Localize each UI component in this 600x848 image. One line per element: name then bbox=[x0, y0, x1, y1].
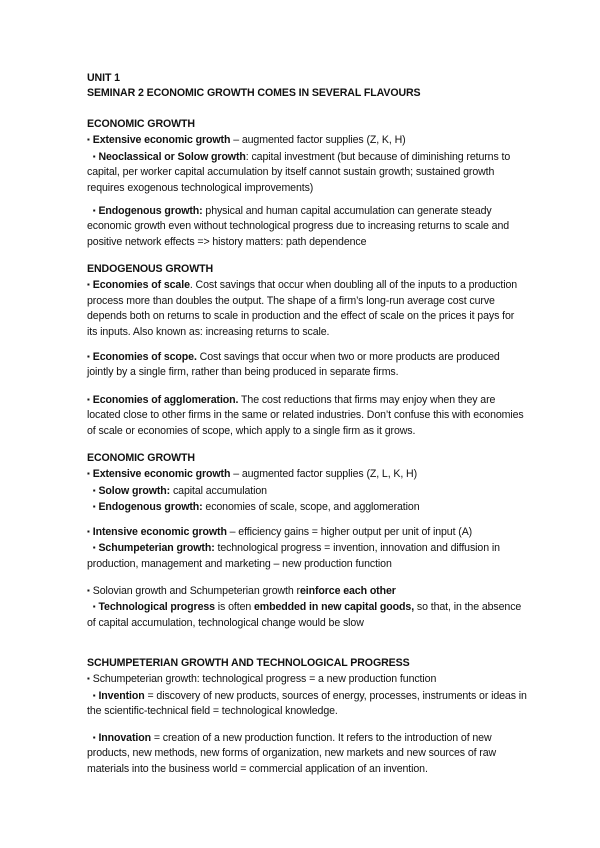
definition: – augmented factor supplies (Z, K, H) bbox=[230, 134, 406, 147]
text: Solovian growth and Schumpeterian growth r bbox=[92, 585, 300, 597]
definition: Cost savings that occur when two or more products are produced jointly by a single firm, rather than being produced in separate firms. bbox=[87, 351, 500, 379]
definition: = creation of a new production function. It refers to the introduction of new products, new methods, new forms of organization, new markets and new sources of raw materials into the business world = commercial application of an invention. bbox=[87, 732, 497, 775]
definition: capital accumulation bbox=[170, 484, 267, 497]
document-title bbox=[87, 71, 527, 102]
bullet-icon: ▪ bbox=[87, 135, 90, 145]
text: is often bbox=[214, 601, 254, 614]
bullet-intro bbox=[87, 671, 527, 687]
bullet-invention bbox=[87, 688, 527, 720]
bullet-schumpeterian bbox=[87, 540, 527, 572]
section-economic-growth bbox=[87, 117, 527, 196]
bullet-icon: ▪ bbox=[87, 527, 90, 536]
section-economic-growth-2 bbox=[87, 451, 527, 516]
definition: technological progress = invention, innovation and diffusion in production, management and marketing – new production function bbox=[87, 542, 500, 570]
definition: physical and human capital accumulation can generate steady economic growth even without technological progress due to increasing returns to scale and positive network effects => history matters: path dependence bbox=[87, 205, 510, 248]
bullet-icon: ▪ bbox=[87, 469, 90, 479]
bullet-icon: ▪ bbox=[87, 586, 90, 595]
term: Economies of agglomeration. bbox=[92, 394, 239, 406]
bullet-agglomeration bbox=[87, 392, 527, 439]
term: Technological progress bbox=[98, 601, 215, 614]
bullet-icon: ▪ bbox=[87, 395, 90, 404]
bullet-icon: ▪ bbox=[92, 485, 96, 495]
definition: : capital investment (but because of diminishing returns to capital, per worker capital accumulation by itself cannot sustain growth; sustained growth requires exogenous technological improvements) bbox=[87, 150, 511, 194]
bullet-icon: ▪ bbox=[92, 602, 96, 612]
section-heading: ECONOMIC GROWTH bbox=[87, 452, 195, 464]
term: Economies of scope. bbox=[92, 351, 197, 363]
bullet-intensive bbox=[87, 524, 527, 540]
term: einforce each other bbox=[299, 585, 396, 597]
bullet-solovian bbox=[87, 583, 527, 599]
bullet-icon: ▪ bbox=[92, 206, 96, 215]
section-endogenous-growth bbox=[87, 262, 527, 340]
bullet-icon: ▪ bbox=[92, 543, 96, 553]
bullet-neoclassical bbox=[87, 149, 527, 196]
bullet-icon: ▪ bbox=[92, 690, 96, 700]
definition: – augmented factor supplies (Z, L, K, H) bbox=[230, 468, 418, 481]
section-heading: SCHUMPETERIAN GROWTH AND TECHNOLOGICAL PROGRESS bbox=[87, 657, 410, 669]
term: Intensive economic growth bbox=[92, 526, 227, 538]
reinforce-block bbox=[87, 583, 527, 631]
term: Endogenous growth: bbox=[98, 205, 203, 217]
section-schumpeterian bbox=[87, 656, 527, 720]
bullet-scope bbox=[87, 349, 527, 381]
bullet-icon: ▪ bbox=[92, 733, 96, 742]
bullet-extensive bbox=[87, 132, 527, 148]
bullet-endogenous bbox=[87, 203, 527, 250]
term: Endogenous growth: bbox=[98, 501, 203, 514]
term: Neoclassical or Solow growth bbox=[98, 150, 246, 163]
bullet-extensive bbox=[87, 466, 527, 482]
term: Extensive economic growth bbox=[92, 134, 231, 147]
emphasis: embedded in new capital goods, bbox=[254, 601, 415, 614]
bullet-scale bbox=[87, 277, 527, 340]
term: Solow growth: bbox=[98, 484, 171, 497]
definition: . Cost savings that occur when doubling all of the inputs to a production process more than doubles the output. The shape of a firm’s long-run average cost curve depends both on returns to scale in production and the effect of scale on the prices it pays for its inputs. Also known as: increasing returns to scale. bbox=[87, 279, 518, 338]
term: Invention bbox=[98, 689, 145, 702]
seminar-title: SEMINAR 2 ECONOMIC GROWTH COMES IN SEVERAL FLAVOURS bbox=[87, 87, 421, 100]
bullet-icon: ▪ bbox=[87, 352, 90, 361]
section-heading: ECONOMIC GROWTH bbox=[87, 118, 195, 130]
term: Extensive economic growth bbox=[92, 468, 231, 481]
bullet-innovation bbox=[87, 730, 527, 777]
bullet-icon: ▪ bbox=[87, 280, 90, 290]
term: Innovation bbox=[98, 732, 151, 744]
bullet-icon: ▪ bbox=[92, 502, 96, 512]
definition: – efficiency gains = higher output per unit of input (A) bbox=[226, 526, 473, 538]
unit-label: UNIT 1 bbox=[87, 72, 120, 84]
definition: economies of scale, scope, and agglomeration bbox=[202, 501, 420, 514]
intensive-block bbox=[87, 524, 527, 572]
section-heading: ENDOGENOUS GROWTH bbox=[87, 263, 214, 275]
term: Schumpeterian growth: bbox=[98, 542, 215, 555]
term: Economies of scale bbox=[92, 279, 190, 292]
bullet-technological-progress bbox=[87, 599, 527, 631]
definition: = discovery of new products, sources of energy, processes, instruments or ideas in the scientific-technical field = technological knowledge. bbox=[87, 689, 527, 718]
bullet-endogenous bbox=[87, 499, 527, 515]
text: so that, in the absence of capital accumulation, technological change would be slow bbox=[87, 601, 522, 629]
bullet-icon: ▪ bbox=[92, 151, 96, 161]
definition: The cost reductions that firms may enjoy when they are located close to other firms in the same or related industries. Don’t confuse this with economies of scale or economies of scope, which apply to a single firm as it grows. bbox=[87, 394, 524, 437]
bullet-solow bbox=[87, 483, 527, 499]
text: Schumpeterian growth: technological progress = a new production function bbox=[92, 673, 437, 686]
bullet-icon: ▪ bbox=[87, 674, 90, 684]
